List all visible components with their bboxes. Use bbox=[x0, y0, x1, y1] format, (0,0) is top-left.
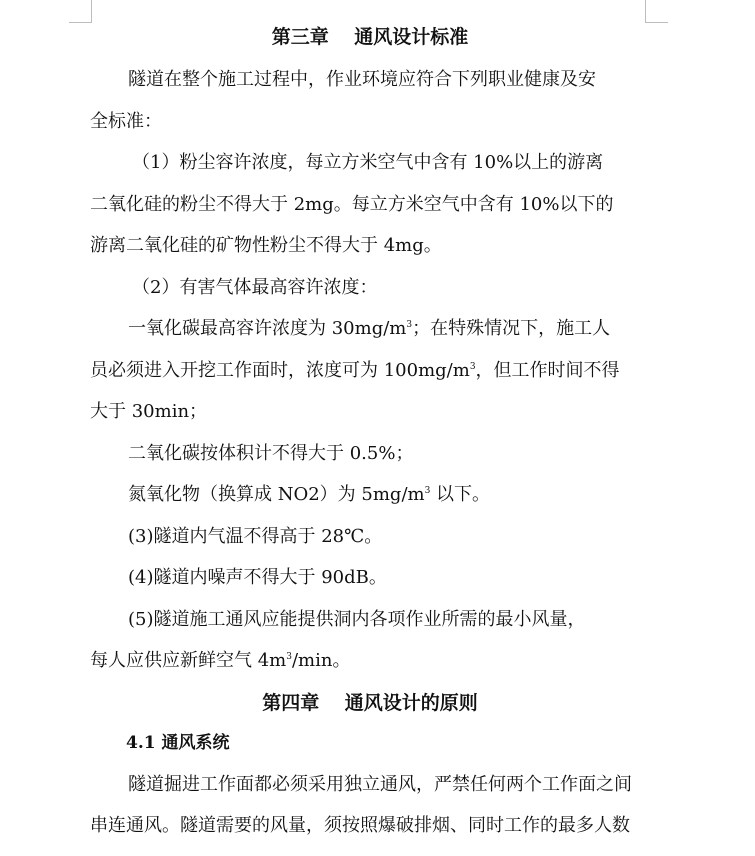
paragraph-line: （1）粉尘容许浓度，每立方米空气中含有 10%以上的游离 bbox=[132, 152, 604, 173]
text-run: 每人应供应新鲜空气 4m bbox=[90, 650, 287, 671]
paragraph-gas-limit-intro bbox=[90, 267, 650, 309]
paragraph-line: (5)隧道施工通风应能提供洞内各项作业所需的最小风量， bbox=[128, 608, 586, 630]
paragraph-line: 二氧化碳按体积计不得大于 0.5%； bbox=[128, 442, 414, 464]
paragraph-nitrogen-oxides bbox=[90, 474, 650, 516]
text-run: ；在特殊情况下，施工人 bbox=[412, 318, 611, 339]
paragraph-line: 隧道掘进工作面都必须采用独立通风，严禁任何两个工作面之间 bbox=[128, 773, 632, 795]
chapter-3-heading: 第三章 通风设计标准 bbox=[271, 26, 469, 48]
paragraph-dust-limit bbox=[90, 142, 650, 267]
paragraph-line bbox=[90, 640, 650, 682]
paragraph-line: (4)隧道内噪声不得大于 90dB。 bbox=[128, 567, 387, 588]
page-corner-mark-left bbox=[69, 0, 92, 23]
paragraph-ventilation-system bbox=[90, 764, 650, 847]
text-run: /min。 bbox=[291, 650, 351, 671]
paragraph-line: 全标准： bbox=[90, 110, 162, 132]
paragraph-line: (3)隧道内气温不得高于 28℃。 bbox=[128, 525, 383, 547]
paragraph-air-volume bbox=[90, 599, 650, 682]
paragraph-carbon-dioxide bbox=[90, 433, 650, 475]
text-run: 以下。 bbox=[430, 484, 491, 505]
text-run: ，但工作时间不得 bbox=[475, 359, 620, 381]
paragraph-intro bbox=[90, 59, 650, 142]
chapter-4-heading: 第四章 通风设计的原则 bbox=[262, 691, 478, 714]
text-run: 一氧化碳最高容许浓度为 30mg/m bbox=[128, 318, 407, 339]
superscript: 3 bbox=[469, 361, 476, 372]
paragraph-line bbox=[90, 350, 650, 392]
paragraph-line: 大于 30min； bbox=[90, 401, 208, 422]
text-run: 氮氧化物（换算成 NO2）为 5mg/m bbox=[128, 484, 425, 505]
paragraph-line: 游离二氧化硅的矿物性粉尘不得大于 4mg。 bbox=[90, 235, 442, 256]
paragraph-line: 串连通风。隧道需要的风量，须按照爆破排烟、同时工作的最多人数 bbox=[90, 815, 630, 836]
superscript: 3 bbox=[406, 320, 413, 330]
section-4-1-heading: 4.1 通风系统 bbox=[126, 732, 230, 753]
superscript: 3 bbox=[424, 486, 431, 496]
paragraph-line: （2）有害气体最高容许浓度： bbox=[132, 276, 378, 298]
text-run: 员必须进入开挖工作面时，浓度可为 100mg/m bbox=[90, 359, 470, 381]
paragraph-temperature bbox=[90, 516, 650, 558]
paragraph-line: 二氧化硅的粉尘不得大于 2mg。每立方米空气中含有 10%以下的 bbox=[90, 193, 614, 215]
paragraph-noise bbox=[90, 557, 650, 599]
paragraph-line bbox=[90, 474, 650, 516]
paragraph-line bbox=[90, 308, 650, 350]
superscript: 3 bbox=[286, 652, 292, 662]
document-body[interactable] bbox=[90, 20, 650, 847]
paragraph-carbon-monoxide bbox=[90, 308, 650, 433]
paragraph-line: 隧道在整个施工过程中，作业环境应符合下列职业健康及安 bbox=[128, 69, 596, 90]
